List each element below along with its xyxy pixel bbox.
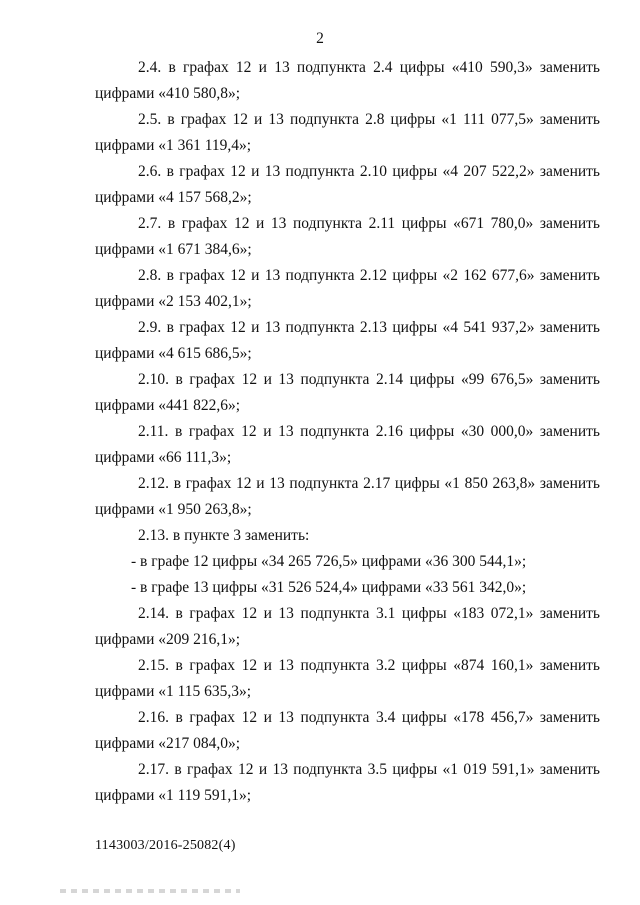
- amendment-item: [95, 419, 600, 471]
- amendment-text: 2.15. в графах 12 и 13 подпункта 3.2 цифры «874 160,1» заменить: [138, 657, 600, 674]
- amendment-replacement: цифрами «217 084,0»;: [95, 735, 241, 752]
- amendment-item: [95, 471, 600, 523]
- amendment-item: [95, 315, 600, 367]
- amendment-replacement: цифрами «410 580,8»;: [95, 85, 241, 102]
- amendment-text: 2.4. в графах 12 и 13 подпункта 2.4 цифры «410 590,3» заменить: [138, 59, 600, 76]
- amendment-replacement: цифрами «4 157 568,2»;: [95, 189, 252, 206]
- amendment-replacement: цифрами «1 115 635,3»;: [95, 683, 252, 700]
- amendment-item: [95, 107, 600, 159]
- amendment-text: 2.5. в графах 12 и 13 подпункта 2.8 цифры «1 111 077,5» заменить: [138, 111, 600, 128]
- amendment-item: [95, 653, 600, 705]
- amendment-replacement: цифрами «441 822,6»;: [95, 397, 241, 414]
- amendment-text: 2.8. в графах 12 и 13 подпункта 2.12 цифры «2 162 677,6» заменить: [138, 267, 600, 284]
- amendment-item: [95, 757, 600, 809]
- amendment-text: 2.11. в графах 12 и 13 подпункта 2.16 цифры «30 000,0» заменить: [138, 423, 600, 440]
- amendment-item: [95, 367, 600, 419]
- amendment-text: 2.7. в графах 12 и 13 подпункта 2.11 цифры «671 780,0» заменить: [138, 215, 600, 232]
- amendment-text: 2.17. в графах 12 и 13 подпункта 3.5 цифры «1 019 591,1» заменить: [138, 761, 600, 778]
- amendment-subline: - в графе 13 цифры «31 526 524,4» цифрами «33 561 342,0»;: [131, 579, 527, 596]
- amendment-text: 2.14. в графах 12 и 13 подпункта 3.1 цифры «183 072,1» заменить: [138, 605, 600, 622]
- page-number: 2: [316, 30, 324, 47]
- amendment-list: [95, 55, 600, 809]
- amendment-item: [95, 159, 600, 211]
- amendment-text: 2.6. в графах 12 и 13 подпункта 2.10 цифры «4 207 522,2» заменить: [138, 163, 600, 180]
- document-number: 1143003/2016-25082(4): [95, 838, 236, 853]
- scan-artifact: [60, 889, 240, 893]
- amendment-replacement: цифрами «1 950 263,8»;: [95, 501, 252, 518]
- amendment-item: [95, 55, 600, 107]
- amendment-item: [95, 211, 600, 263]
- amendment-text: 2.9. в графах 12 и 13 подпункта 2.13 цифры «4 541 937,2» заменить: [138, 319, 600, 336]
- amendment-replacement: цифрами «1 119 591,1»;: [95, 787, 252, 804]
- amendment-item: [95, 263, 600, 315]
- amendment-subline: - в графе 12 цифры «34 265 726,5» цифрами «36 300 544,1»;: [131, 553, 527, 570]
- amendment-item: [95, 601, 600, 653]
- amendment-replacement: цифрами «209 216,1»;: [95, 631, 241, 648]
- amendment-replacement: цифрами «4 615 686,5»;: [95, 345, 252, 362]
- amendment-replacement: цифрами «1 361 119,4»;: [95, 137, 252, 154]
- amendment-text: 2.12. в графах 12 и 13 подпункта 2.17 цифры «1 850 263,8» заменить: [138, 475, 600, 492]
- amendment-heading-2-13: 2.13. в пункте 3 заменить:: [138, 527, 310, 544]
- amendment-text: 2.10. в графах 12 и 13 подпункта 2.14 цифры «99 676,5» заменить: [138, 371, 600, 388]
- amendment-replacement: цифрами «2 153 402,1»;: [95, 293, 252, 310]
- amendment-replacement: цифрами «1 671 384,6»;: [95, 241, 252, 258]
- amendment-text: 2.16. в графах 12 и 13 подпункта 3.4 цифры «178 456,7» заменить: [138, 709, 600, 726]
- amendment-item: [95, 705, 600, 757]
- amendment-replacement: цифрами «66 111,3»;: [95, 449, 232, 466]
